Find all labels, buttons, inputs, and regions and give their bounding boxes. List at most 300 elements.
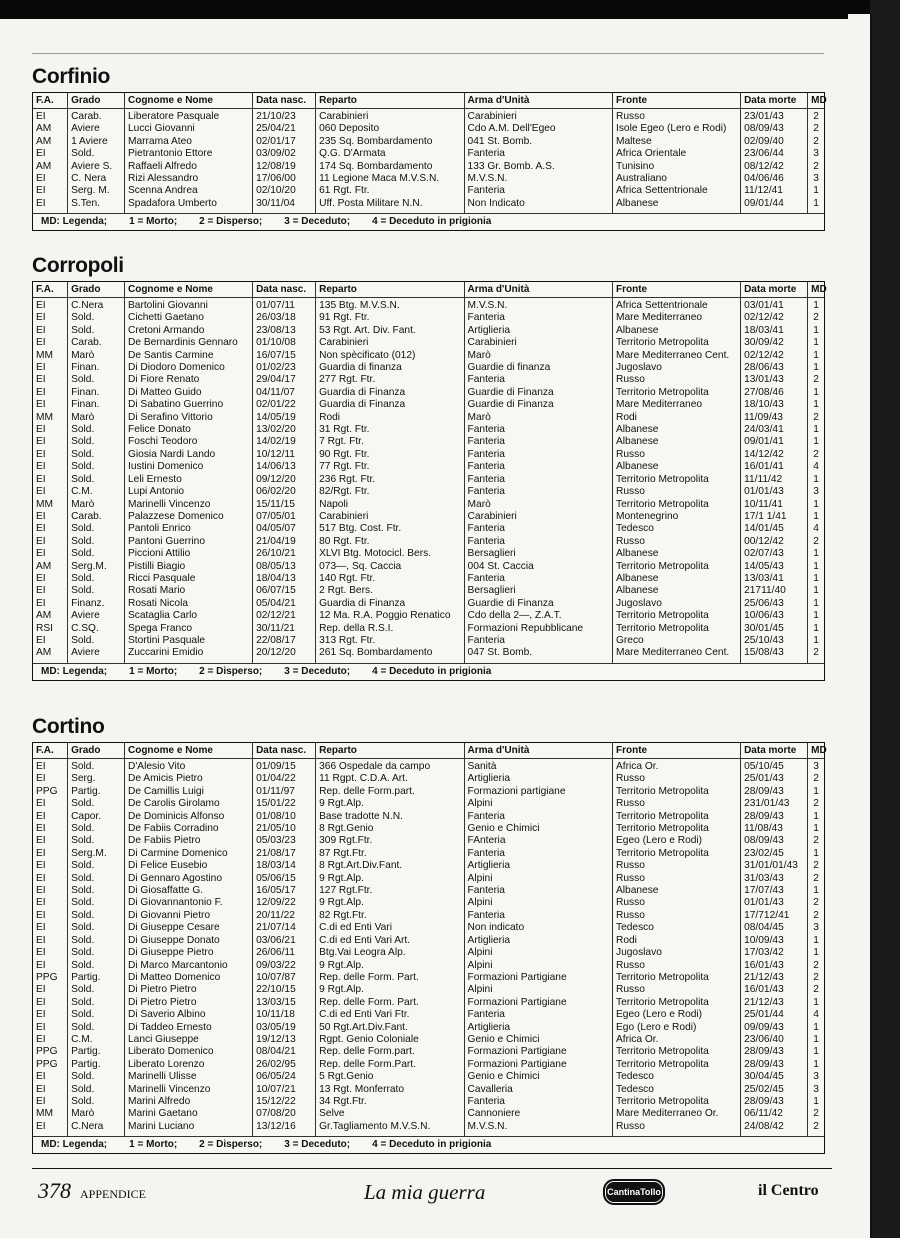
table-row (33, 910, 824, 922)
cell-fronte: Albanese (612, 573, 740, 585)
table-row (33, 623, 824, 635)
cell-fronte: Albanese (612, 885, 740, 897)
header-row (33, 93, 824, 109)
cell-md: 1 (813, 810, 819, 822)
table-row (33, 798, 824, 810)
cell-data-morte: 02/12/42 (741, 312, 808, 324)
cell-data-nasc: 01/07/11 (253, 298, 316, 313)
cell-fa: EI (33, 935, 68, 947)
section-title: Cortino (32, 715, 105, 738)
cell-reparto: 174 Sq. Bombardamento (316, 161, 464, 173)
column-header-reparto: Reparto (316, 743, 464, 759)
cell-arma: Genio e Chimici (464, 823, 612, 835)
cell-nome: Di Matteo Domenico (124, 972, 252, 984)
cell-fronte: Territorio Metropolita (612, 474, 740, 486)
cell-reparto: 80 Rgt. Ftr. (316, 536, 464, 548)
cell-fa: AM (33, 161, 68, 173)
cell-md: 1 (813, 324, 819, 336)
cell-fa: EI (33, 449, 68, 461)
cell-nome: De Fabiis Corradino (124, 823, 252, 835)
cell-grado: Finan. (68, 387, 125, 399)
cell-data-morte: 28/09/43 (741, 1096, 808, 1108)
cell-arma: Fanteria (464, 461, 612, 473)
cell-fa: EI (33, 1121, 68, 1136)
table-row (33, 598, 824, 610)
column-header-fa: F.A. (33, 282, 68, 298)
cell-data-morte: 28/09/43 (741, 1059, 808, 1071)
cell-grado: Finanz. (68, 598, 125, 610)
cell-md: 2 (813, 411, 819, 423)
legend-item: 4 = Deceduto in prigionia (372, 1139, 492, 1151)
cell-arma: Fanteria (464, 148, 612, 160)
page-footer (38, 1176, 838, 1208)
table-row (33, 198, 824, 213)
cell-md: 1 (813, 634, 819, 646)
cell-grado: Sold. (68, 860, 125, 872)
cell-arma: Alpini (464, 947, 612, 959)
cell-grado: Sold. (68, 148, 125, 160)
cell-fronte: Russo (612, 449, 740, 461)
cell-reparto: 366 Ospedale da campo (316, 759, 464, 774)
table-row (33, 337, 824, 349)
cell-data-nasc: 03/06/21 (253, 935, 316, 947)
column-header-nome: Cognome e Nome (124, 282, 252, 298)
cell-nome: Pantoli Enrico (124, 523, 252, 535)
table-row (33, 561, 824, 573)
cell-nome: Di Carmine Domenico (124, 848, 252, 860)
casualty-table-box (32, 92, 825, 231)
cell-data-nasc: 03/05/19 (253, 1022, 316, 1034)
cell-data-morte: 08/12/42 (741, 161, 808, 173)
cell-arma: Fanteria (464, 885, 612, 897)
cell-nome: Di Giovanni Pietro (124, 910, 252, 922)
cell-reparto: Guardia di finanza (316, 362, 464, 374)
cell-arma: Alpini (464, 984, 612, 996)
cell-nome: Raffaeli Alfredo (124, 161, 252, 173)
cell-md: 1 (813, 436, 819, 448)
cell-fa: EI (33, 798, 68, 810)
cell-fronte: Tedesco (612, 1071, 740, 1083)
cell-arma: Formazioni Partigiane (464, 1046, 612, 1058)
cell-data-nasc: 13/12/16 (253, 1121, 316, 1136)
legend-item: 1 = Morto; (129, 665, 178, 677)
column-header-fronte: Fronte (612, 93, 740, 109)
cell-md: 1 (813, 622, 819, 634)
table-row (33, 486, 824, 498)
cell-nome: Di Giuseppe Cesare (124, 922, 252, 934)
cell-fa: RSI (33, 623, 68, 635)
cell-nome: Di Giuseppe Pietro (124, 947, 252, 959)
column-header-data-nasc: Data nasc. (253, 282, 316, 298)
cell-fa: EI (33, 198, 68, 213)
cell-reparto: 236 Rgt. Ftr. (316, 474, 464, 486)
cell-grado: Sold. (68, 997, 125, 1009)
cell-arma: Alpini (464, 897, 612, 909)
cell-nome: Leli Ernesto (124, 474, 252, 486)
cell-fa: EI (33, 984, 68, 996)
cell-md: 2 (813, 1108, 819, 1120)
cell-data-morte: 01/01/43 (741, 486, 808, 498)
cell-arma: Fanteria (464, 185, 612, 197)
cell-fa: EI (33, 548, 68, 560)
cell-data-morte: 11/11/42 (741, 474, 808, 486)
cell-grado: Sold. (68, 449, 125, 461)
cell-fa: PPG (33, 972, 68, 984)
legend-item: 1 = Morto; (129, 216, 178, 228)
cell-md: 1 (813, 424, 819, 436)
legend-item: 3 = Deceduto; (284, 665, 351, 677)
cell-grado: Marò (68, 499, 125, 511)
table-row (33, 1121, 824, 1136)
cell-arma: Fanteria (464, 424, 612, 436)
cell-fa: EI (33, 759, 68, 774)
legend-item: 4 = Deceduto in prigionia (372, 665, 492, 677)
cell-data-nasc: 08/04/21 (253, 1046, 316, 1058)
cell-fronte: Territorio Metropolita (612, 337, 740, 349)
cell-fronte: Mare Mediterraneo Cent. (612, 647, 740, 662)
cell-fronte: Tedesco (612, 523, 740, 535)
column-header-arma: Arma d'Unità (464, 93, 612, 109)
cell-reparto: 77 Rgt. Ftr. (316, 461, 464, 473)
cell-arma: Fanteria (464, 811, 612, 823)
cell-data-nasc: 10/11/18 (253, 1009, 316, 1021)
cell-reparto: 61 Rgt. Ftr. (316, 185, 464, 197)
cell-reparto: 277 Rgt. Ftr. (316, 374, 464, 386)
cell-grado: Sold. (68, 798, 125, 810)
cell-reparto: 9 Rgt.Alp. (316, 984, 464, 996)
cell-data-morte: 21711/40 (741, 585, 808, 597)
table-row (33, 399, 824, 411)
cell-fa: EI (33, 860, 68, 872)
cell-fronte: Ego (Lero e Rodi) (612, 1022, 740, 1034)
cell-fronte: Albanese (612, 436, 740, 448)
table-row (33, 922, 824, 934)
cell-grado: Capor. (68, 811, 125, 823)
cell-fronte: Tedesco (612, 1084, 740, 1096)
cell-nome: Di Serafino Vittorio (124, 412, 252, 424)
cell-arma: Fanteria (464, 312, 612, 324)
cell-md: 1 (813, 1021, 819, 1033)
cell-data-morte: 23/06/40 (741, 1034, 808, 1046)
cell-data-nasc: 12/09/22 (253, 897, 316, 909)
table-row (33, 449, 824, 461)
cell-nome: Marinelli Ulisse (124, 1071, 252, 1083)
cell-reparto: Rep. delle Form. Part. (316, 972, 464, 984)
cell-fronte: Maltese (612, 136, 740, 148)
cell-fronte: Territorio Metropolita (612, 786, 740, 798)
cell-data-nasc: 05/03/23 (253, 835, 316, 847)
table-row (33, 1096, 824, 1108)
table-row (33, 185, 824, 197)
cell-reparto: 50 Rgt.Art.Div.Fant. (316, 1022, 464, 1034)
table-row (33, 1022, 824, 1034)
cell-data-nasc: 15/12/22 (253, 1096, 316, 1108)
casualty-table (33, 93, 827, 213)
table-row (33, 786, 824, 798)
cell-fronte: Russo (612, 798, 740, 810)
cell-nome: Felice Donato (124, 424, 252, 436)
cell-fa: EI (33, 486, 68, 498)
cell-arma: Alpini (464, 873, 612, 885)
cell-data-nasc: 02/01/17 (253, 136, 316, 148)
cell-reparto: 11 Rgpt. C.D.A. Art. (316, 773, 464, 785)
cell-fa: PPG (33, 786, 68, 798)
cell-data-nasc: 01/04/22 (253, 773, 316, 785)
cell-arma: Fanteria (464, 573, 612, 585)
cell-data-nasc: 23/08/13 (253, 325, 316, 337)
cell-fronte: Mare Mediterraneo Cent. (612, 350, 740, 362)
cell-fronte: Africa Orientale (612, 148, 740, 160)
top-rule (32, 53, 824, 54)
table-row (33, 897, 824, 909)
cell-arma: Genio e Chimici (464, 1034, 612, 1046)
cell-data-nasc: 04/11/07 (253, 387, 316, 399)
table-row (33, 647, 824, 662)
cell-grado: Finan. (68, 399, 125, 411)
table-row (33, 148, 824, 160)
cell-fa: EI (33, 1022, 68, 1034)
cell-data-morte: 16/01/43 (741, 984, 808, 996)
cell-fronte: Egeo (Lero e Rodi) (612, 1009, 740, 1021)
cell-data-nasc: 21/07/14 (253, 922, 316, 934)
cell-fronte: Australiano (612, 173, 740, 185)
cell-data-morte: 25/01/43 (741, 773, 808, 785)
cell-data-morte: 28/09/43 (741, 1046, 808, 1058)
cell-fa: MM (33, 350, 68, 362)
cell-nome: Scataglia Carlo (124, 610, 252, 622)
cell-fa: EI (33, 109, 68, 124)
cell-grado: Sold. (68, 312, 125, 324)
column-header-grado: Grado (68, 282, 125, 298)
table-row (33, 173, 824, 185)
cell-md: 3 (813, 761, 819, 772)
cell-nome: Scenna Andrea (124, 185, 252, 197)
newspaper-name: il Centro (758, 1182, 819, 1199)
column-header-fronte: Fronte (612, 743, 740, 759)
cell-fa: EI (33, 1071, 68, 1083)
table-row (33, 984, 824, 996)
cell-fronte: Territorio Metropolita (612, 1046, 740, 1058)
column-header-grado: Grado (68, 93, 125, 109)
cell-arma: Carabinieri (464, 109, 612, 124)
cell-data-nasc: 16/05/17 (253, 885, 316, 897)
cell-fa: EI (33, 897, 68, 909)
cell-fronte: Russo (612, 536, 740, 548)
cell-md: 3 (813, 1083, 819, 1095)
cell-arma: 041 St. Bomb. (464, 136, 612, 148)
casualty-table-box (32, 281, 825, 681)
cell-data-morte: 31/03/43 (741, 873, 808, 885)
cell-grado: Sold. (68, 835, 125, 847)
cell-reparto: Btg.Vai Leogra Alp. (316, 947, 464, 959)
cell-fronte: Russo (612, 960, 740, 972)
cell-nome: De Carolis Girolamo (124, 798, 252, 810)
column-header-arma: Arma d'Unità (464, 282, 612, 298)
cell-fa: EI (33, 635, 68, 647)
cell-grado: Aviere S. (68, 161, 125, 173)
cell-md: 3 (813, 148, 819, 160)
cell-reparto: C.di ed Enti Vari Ftr. (316, 1009, 464, 1021)
cell-reparto: 11 Legione Maca M.V.S.N. (316, 173, 464, 185)
cell-arma: Genio e Chimici (464, 1071, 612, 1083)
cell-nome: Marinelli Vincenzo (124, 1084, 252, 1096)
cell-md: 2 (813, 135, 819, 147)
cell-fronte: Albanese (612, 325, 740, 337)
cell-data-nasc: 13/03/15 (253, 997, 316, 1009)
cell-reparto: 127 Rgt.Ftr. (316, 885, 464, 897)
cell-data-nasc: 19/12/13 (253, 1034, 316, 1046)
cell-data-morte: 23/06/44 (741, 148, 808, 160)
cell-fronte: Territorio Metropolita (612, 1096, 740, 1108)
scan-right-edge (870, 0, 900, 1238)
table-row (33, 759, 824, 774)
cell-grado: Sold. (68, 1096, 125, 1108)
cell-fa: EI (33, 1034, 68, 1046)
table-row (33, 1046, 824, 1058)
cell-data-morte: 11/09/43 (741, 412, 808, 424)
cell-data-nasc: 05/06/15 (253, 873, 316, 885)
cell-fronte: Egeo (Lero e Rodi) (612, 835, 740, 847)
cell-data-morte: 30/04/45 (741, 1071, 808, 1083)
cell-fa: EI (33, 424, 68, 436)
cell-data-nasc: 07/08/20 (253, 1108, 316, 1120)
book-title: La mia guerra (364, 1180, 486, 1204)
table-row (33, 362, 824, 374)
cell-data-nasc: 25/04/21 (253, 123, 316, 135)
cell-fa: EI (33, 312, 68, 324)
cell-data-nasc: 12/08/19 (253, 161, 316, 173)
cell-data-morte: 18/03/41 (741, 325, 808, 337)
cell-reparto: C.di ed Enti Vari (316, 922, 464, 934)
cell-md: 2 (813, 798, 819, 810)
cell-md: 1 (813, 585, 819, 597)
cell-reparto: 309 Rgt.Ftr. (316, 835, 464, 847)
cell-nome: Di Matteo Guido (124, 387, 252, 399)
cell-grado: Sold. (68, 922, 125, 934)
cell-reparto: 5 Rgt.Genio (316, 1071, 464, 1083)
column-header-reparto: Reparto (316, 93, 464, 109)
cell-data-morte: 27/08/46 (741, 387, 808, 399)
cell-nome: Di Taddeo Ernesto (124, 1022, 252, 1034)
cell-reparto: 9 Rgt.Alp. (316, 798, 464, 810)
cell-arma: M.V.S.N. (464, 298, 612, 313)
cell-fa: EI (33, 1084, 68, 1096)
cell-grado: S.Ten. (68, 198, 125, 213)
cell-data-nasc: 13/02/20 (253, 424, 316, 436)
cell-data-morte: 10/09/43 (741, 935, 808, 947)
cell-nome: Pistilli Biagio (124, 561, 252, 573)
cell-arma: Fanteria (464, 523, 612, 535)
cell-arma: Non Indicato (464, 198, 612, 213)
table-row (33, 523, 824, 535)
cell-data-nasc: 03/09/02 (253, 148, 316, 160)
table-row (33, 312, 824, 324)
cell-fronte: Albanese (612, 424, 740, 436)
cell-fa: EI (33, 536, 68, 548)
cell-nome: Marrama Ateo (124, 136, 252, 148)
cell-reparto: 8 Rgt.Art.Div.Fant. (316, 860, 464, 872)
cell-nome: Stortini Pasquale (124, 635, 252, 647)
cell-nome: Di Felice Eusebio (124, 860, 252, 872)
cell-md: 1 (813, 823, 819, 835)
cell-nome: Rosati Nicola (124, 598, 252, 610)
cell-data-morte: 25/06/43 (741, 598, 808, 610)
section-corropoli (32, 253, 825, 681)
cell-grado: Partig. (68, 786, 125, 798)
cell-grado: Sold. (68, 436, 125, 448)
legend-item: 2 = Disperso; (199, 216, 263, 228)
cell-reparto: Rep. delle Form.part. (316, 786, 464, 798)
cell-md: 2 (813, 773, 819, 785)
cell-grado: Sold. (68, 325, 125, 337)
cell-data-morte: 24/03/41 (741, 424, 808, 436)
cell-reparto: 261 Sq. Bombardamento (316, 647, 464, 662)
cell-nome: Cretoni Armando (124, 325, 252, 337)
cell-md: 1 (813, 597, 819, 609)
table-row (33, 610, 824, 622)
cell-grado: Sold. (68, 984, 125, 996)
cell-data-nasc: 22/10/15 (253, 984, 316, 996)
cell-data-nasc: 10/07/21 (253, 1084, 316, 1096)
casualty-table (33, 282, 827, 663)
table-row (33, 109, 824, 124)
cell-fa: EI (33, 474, 68, 486)
cell-fa: EI (33, 773, 68, 785)
cell-reparto: 140 Rgt. Ftr. (316, 573, 464, 585)
cell-nome: De Bernardinis Gennaro (124, 337, 252, 349)
table-row (33, 885, 824, 897)
column-header-md: MD (808, 93, 824, 109)
cell-nome: Iustini Domenico (124, 461, 252, 473)
cell-data-morte: 13/03/41 (741, 573, 808, 585)
cell-nome: Marini Alfredo (124, 1096, 252, 1108)
cell-grado: C.M. (68, 486, 125, 498)
cell-data-nasc: 20/11/22 (253, 910, 316, 922)
cell-data-morte: 10/06/43 (741, 610, 808, 622)
cell-fronte: Africa Settentrionale (612, 185, 740, 197)
cell-nome: Liberatore Pasquale (124, 109, 252, 124)
cell-reparto: 073—, Sq. Caccia (316, 561, 464, 573)
legend-label: MD: Legenda; (41, 665, 108, 677)
cell-fa: EI (33, 148, 68, 160)
cell-fa: AM (33, 136, 68, 148)
cell-nome: Ricci Pasquale (124, 573, 252, 585)
header-row (33, 743, 824, 759)
cell-reparto: 517 Btg. Cost. Ftr. (316, 523, 464, 535)
cell-data-morte: 01/01/43 (741, 897, 808, 909)
cell-arma: Marò (464, 499, 612, 511)
cell-arma: Formazioni Partigiane (464, 997, 612, 1009)
cell-fronte: Territorio Metropolita (612, 499, 740, 511)
cell-grado: Sold. (68, 1022, 125, 1034)
cell-grado: Sold. (68, 1084, 125, 1096)
cell-grado: Sold. (68, 635, 125, 647)
cell-arma: 133 Gr. Bomb. A.S. (464, 161, 612, 173)
cell-data-morte: 28/06/43 (741, 362, 808, 374)
cell-md: 1 (813, 1095, 819, 1107)
cell-md: 1 (813, 399, 819, 411)
cell-fronte: Territorio Metropolita (612, 561, 740, 573)
cell-md: 1 (813, 1058, 819, 1070)
cell-data-nasc: 01/11/97 (253, 786, 316, 798)
cell-arma: M.V.S.N. (464, 1121, 612, 1136)
cell-md: 1 (813, 947, 819, 959)
cell-md: 2 (813, 123, 819, 135)
table-row (33, 436, 824, 448)
section-corfinio (32, 64, 825, 231)
cell-fa: EI (33, 298, 68, 313)
cell-md: 1 (813, 498, 819, 510)
